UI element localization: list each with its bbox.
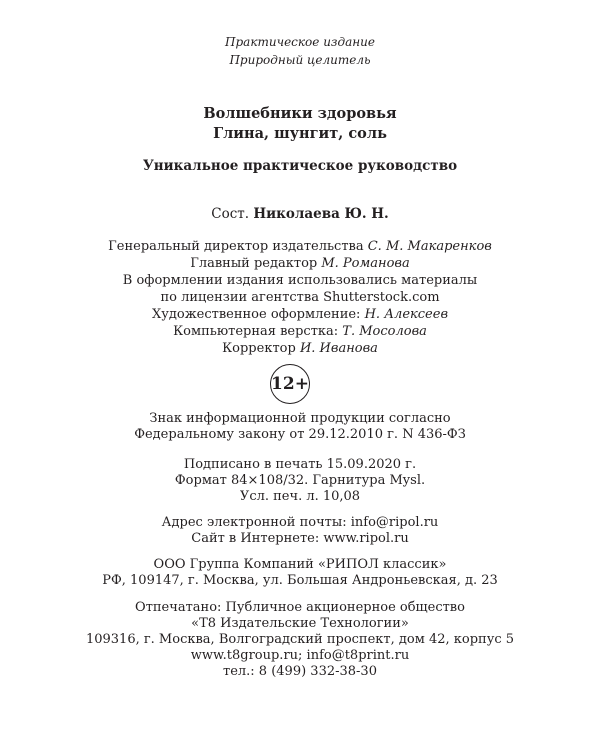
series-line-1: Практическое издание <box>225 35 375 49</box>
publisher-name: ООО Группа Компаний «РИПОЛ классик» <box>153 557 447 572</box>
credit-materials-line-2: по лицензии агентства Shutterstock.com <box>160 290 440 305</box>
book-title: Волшебники здоровья <box>203 105 397 122</box>
credit-name: С. М. Макаренков <box>367 239 492 254</box>
credit-name: М. Романова <box>321 256 410 271</box>
credit-chief-editor <box>0 255 600 272</box>
credits-block <box>0 238 600 357</box>
credit-label: Художественное оформление: <box>151 307 361 322</box>
series-block <box>0 33 600 69</box>
title-block <box>0 104 600 176</box>
print-signing-block <box>0 457 600 505</box>
signing-line-1: Подписано в печать 15.09.2020 г. <box>183 457 417 472</box>
compiler-label: Сост. <box>211 206 250 222</box>
publisher-address: РФ, 109147, г. Москва, ул. Большая Андроньевская, д. 23 <box>102 573 498 588</box>
credit-general-director <box>0 238 600 255</box>
printer-line-4: www.t8group.ru; info@t8print.ru <box>190 648 410 663</box>
printer-line-1: Отпечатано: Публичное акционерное общество <box>135 600 465 615</box>
printer-block <box>0 600 600 680</box>
series-line-2: Природный целитель <box>229 53 371 67</box>
printer-line-5: тел.: 8 (499) 332-38-30 <box>223 664 377 679</box>
credit-label: Главный редактор <box>190 256 318 271</box>
publisher-block <box>0 557 600 589</box>
printer-line-3: 109316, г. Москва, Волгоградский проспект, дом 42, корпус 5 <box>85 632 515 647</box>
signing-line-3: Усл. печ. л. 10,08 <box>239 489 361 504</box>
credit-art-design <box>0 306 600 323</box>
credit-label: Компьютерная верстка: <box>173 324 339 339</box>
signing-line-2: Формат 84×108/32. Гарнитура Mysl. <box>174 473 426 488</box>
printer-line-2: «Т8 Издательские Технологии» <box>191 616 409 631</box>
credit-layout <box>0 323 600 340</box>
info-notice <box>0 411 600 443</box>
notice-line-1: Знак информационной продукции согласно <box>149 411 451 426</box>
credit-label: Корректор <box>222 341 296 356</box>
credit-materials-line-1: В оформлении издания использовались материалы <box>122 273 478 288</box>
compiler-name: Николаева Ю. Н. <box>253 206 389 222</box>
book-subtitle: Уникальное практическое руководство <box>142 158 458 174</box>
contacts-block <box>0 515 600 547</box>
credit-label: Генеральный директор издательства <box>108 239 364 254</box>
compiler-line <box>0 205 600 223</box>
age-rating-badge: 12+ <box>270 364 310 404</box>
credit-name: Н. Алексеев <box>364 307 449 322</box>
notice-line-2: Федеральному закону от 29.12.2010 г. N 436-ФЗ <box>134 427 466 442</box>
credit-proofreader <box>0 340 600 357</box>
contact-site: Сайт в Интернете: www.ripol.ru <box>191 531 409 546</box>
contact-email: Адрес электронной почты: info@ripol.ru <box>161 515 439 530</box>
credit-name: Т. Мосолова <box>342 324 427 339</box>
book-title-second: Глина, шунгит, соль <box>213 125 387 142</box>
credit-name: И. Иванова <box>299 341 378 356</box>
